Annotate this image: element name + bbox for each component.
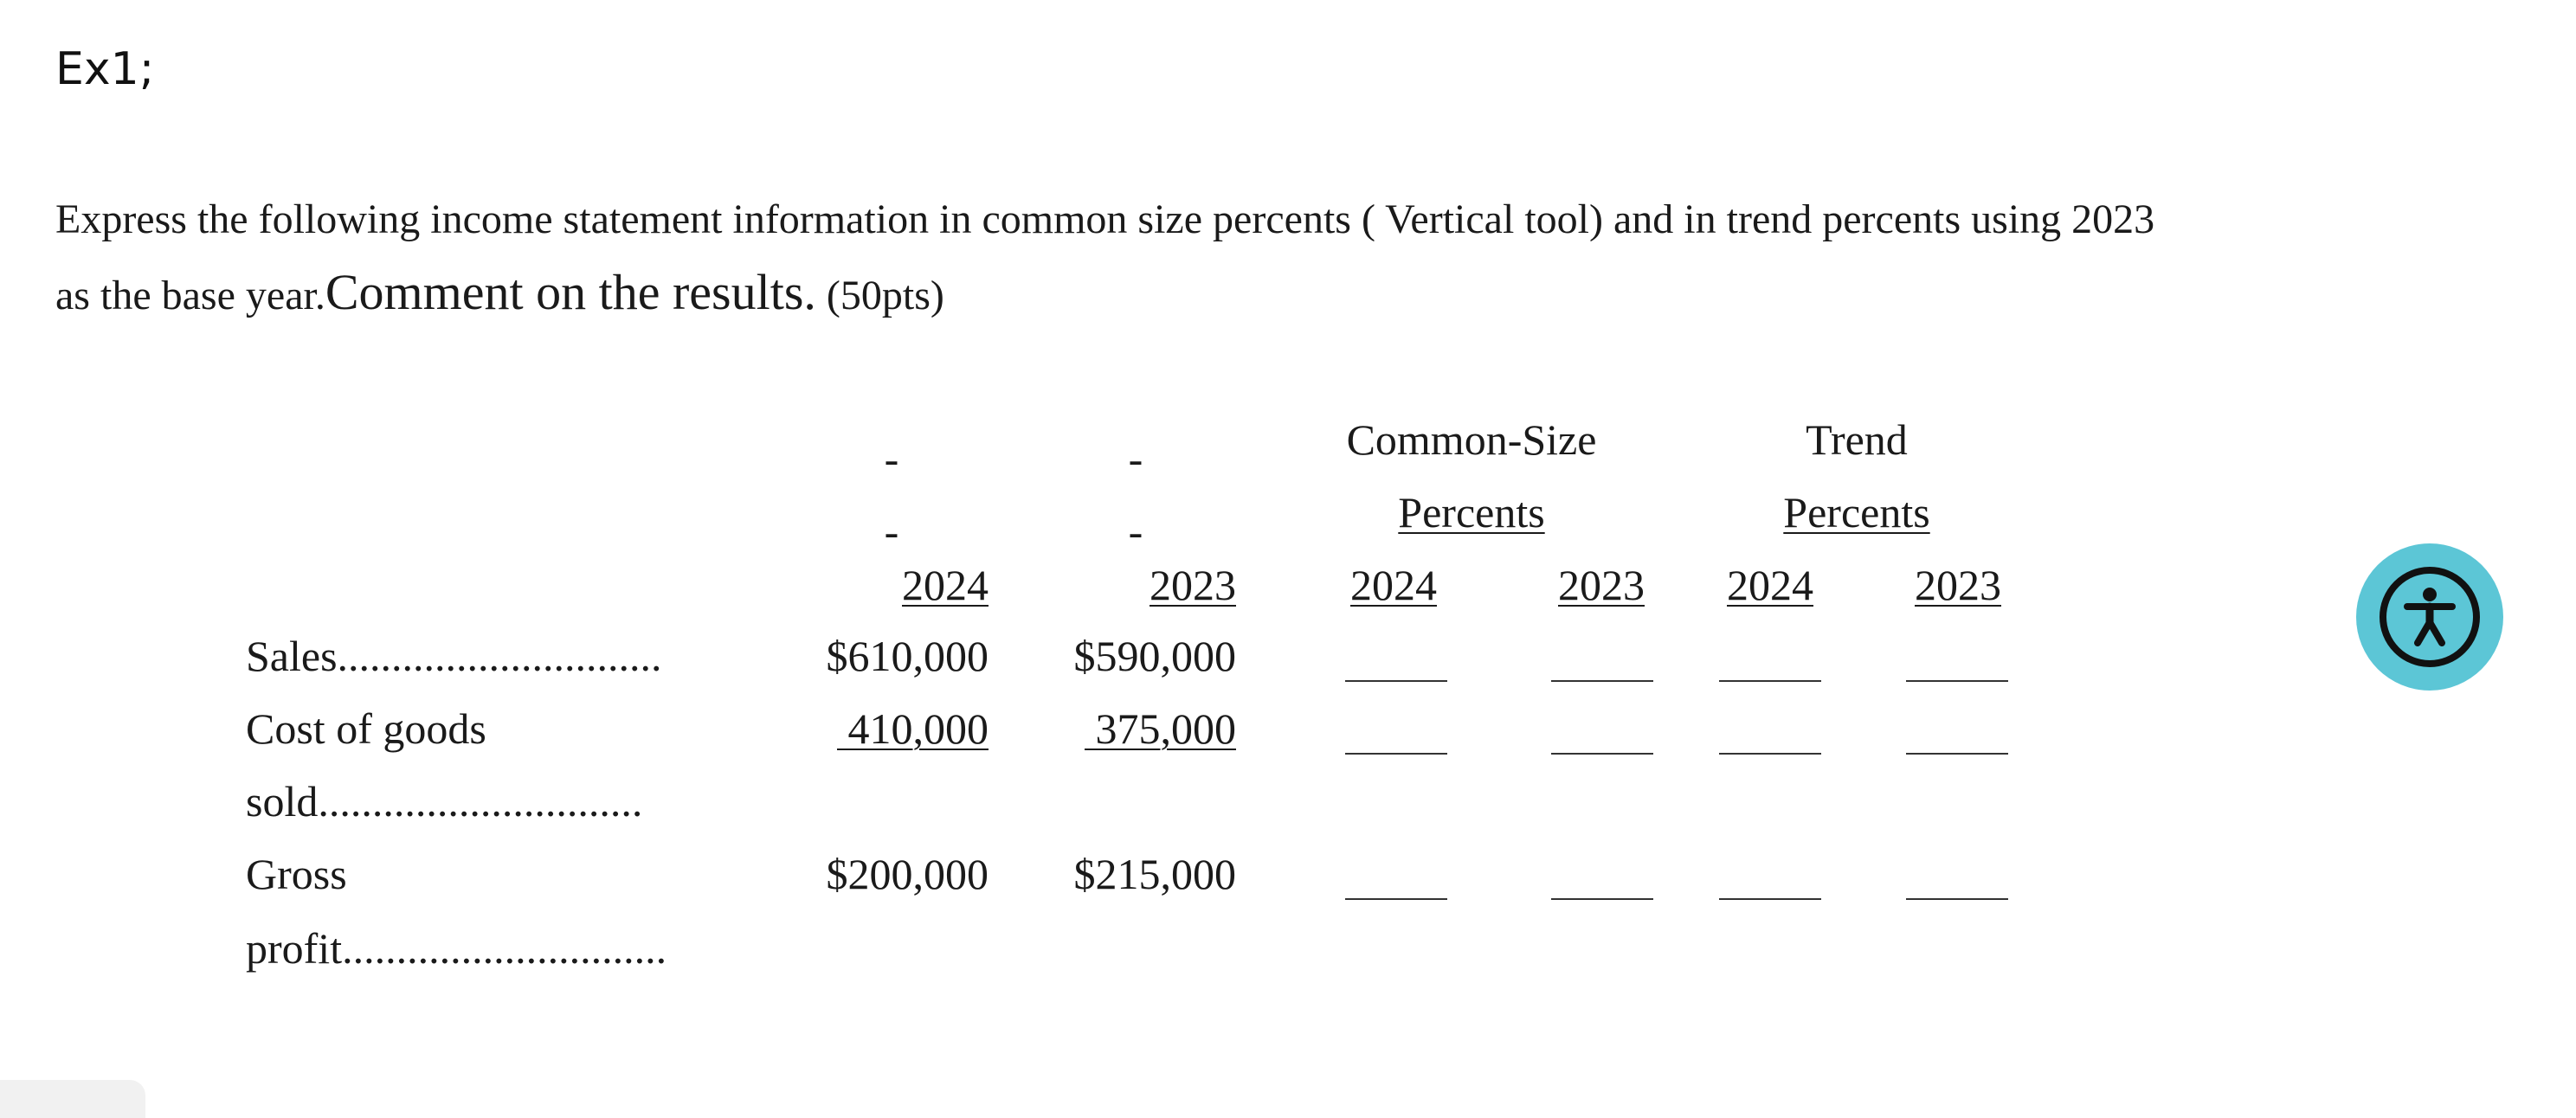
answer-blank [1551, 898, 1653, 900]
row-label-gross-cont: profit.............................. [246, 924, 667, 973]
instructions-text: as the base year. [55, 273, 325, 318]
answer-blank [1719, 898, 1821, 900]
answer-blank [1906, 753, 2008, 755]
answer-blank [1719, 753, 1821, 755]
header-dash: - [1128, 434, 1143, 483]
trend-year-2024: 2024 [1727, 561, 1813, 609]
sales-2023: $590,000 [1073, 632, 1236, 680]
answer-blank [1345, 898, 1447, 900]
answer-blank [1345, 753, 1447, 755]
accessibility-icon-ring [2380, 567, 2480, 667]
trend-subheader: Percents [1783, 488, 1930, 537]
year-header-2023: 2023 [1150, 561, 1236, 609]
trend-header: Trend [1806, 415, 1908, 464]
row-label-gross: Gross [246, 850, 347, 898]
answer-blank [1345, 680, 1447, 682]
header-dash: - [884, 507, 899, 556]
answer-blank [1719, 680, 1821, 682]
sales-2024: $610,000 [826, 632, 989, 680]
accessibility-person-icon [2402, 586, 2457, 648]
cogs-2023: 375,000 [1085, 704, 1236, 753]
gross-2024: $200,000 [826, 850, 989, 898]
accessibility-button[interactable] [2356, 543, 2503, 691]
exercise-heading: Ex1; [55, 43, 155, 95]
instructions-points: (50pts) [815, 273, 944, 318]
common-size-year-2024: 2024 [1350, 561, 1437, 609]
instructions-comment: Comment on the results. [325, 264, 816, 320]
answer-blank [1551, 680, 1653, 682]
corner-tab [0, 1080, 145, 1118]
gross-2023: $215,000 [1073, 850, 1236, 898]
instructions [55, 183, 2540, 332]
row-label-cogs-cont: sold.............................. [246, 777, 643, 826]
answer-blank [1906, 680, 2008, 682]
year-header-2024: 2024 [902, 561, 989, 609]
common-size-subheader: Percents [1398, 488, 1545, 537]
answer-blank [1551, 753, 1653, 755]
common-size-header: Common-Size [1346, 415, 1597, 464]
instructions-line-1: Express the following income statement information in common size percents ( Vertical tool) and in trend percents using 2023 [55, 196, 2155, 242]
common-size-year-2023: 2023 [1558, 561, 1645, 609]
row-label-sales: Sales.............................. [246, 632, 662, 680]
instructions-line-2 [55, 256, 2540, 332]
row-label-cogs: Cost of goods [246, 704, 486, 753]
answer-blank [1906, 898, 2008, 900]
cogs-2024: 410,000 [837, 704, 989, 753]
header-dash: - [1128, 507, 1143, 556]
trend-year-2023: 2023 [1915, 561, 2001, 609]
header-dash: - [884, 434, 899, 483]
